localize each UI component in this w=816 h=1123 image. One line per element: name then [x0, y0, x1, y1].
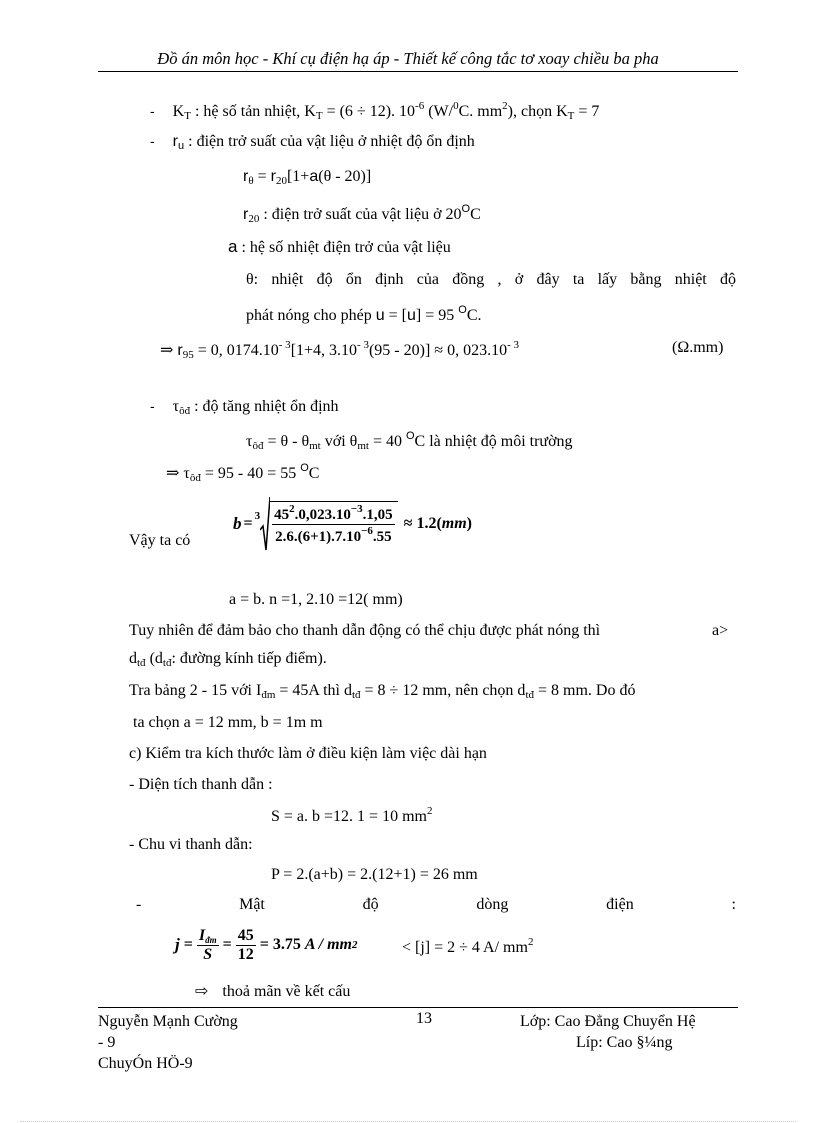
bullet: -: [150, 103, 155, 119]
j-fraction-2: $\frac{45}{12}$: [237, 926, 254, 963]
b-fraction: [269, 501, 398, 547]
s-equation: S = a. b =12. 1 = 10 $mm^2$: [271, 805, 433, 825]
ta-chon-line: ta chọn a = 12 mm, b = 1m m: [133, 714, 323, 731]
ru-line: - $r_u$ : điện trở suất của vật liệu ở nhiệt độ ổn định: [150, 133, 475, 152]
footer-class-line-2: Líp: Cao §¼ng: [576, 1034, 673, 1051]
tuy-nhien-line-2: $d_{tđ}$ ($d_{tđ}$: đường kính tiếp điểm).: [129, 650, 327, 669]
bottom-dotted-border: [20, 1121, 796, 1122]
footer-class-line-1: Lớp: Cao Đẳng Chuyển Hệ: [520, 1013, 696, 1030]
cube-root: 3 $\frac{45^2.0,023.10^{-3}.1,05}{2.6.(6+1).7.10^{-6}.55}$: [255, 496, 398, 552]
j-compare: < [j] = 2 ÷ 4 A/ $mm^2$: [402, 936, 534, 956]
rtheta-line: $r_\theta = r_{20}[1+a(\theta - 20)]$: [243, 168, 372, 187]
tra-bang-line: Tra bảng 2 - 15 với $I_{đm} = 45A$ thì $d_{tđ} = 8 \div 12$ mm, nên chọn $d_{tđ} = 8$ mm. Do đó: [129, 682, 636, 701]
footer-author-line-3: ChuyÓn HÖ-9: [98, 1055, 193, 1072]
a-equation: a = b. n =1, 2.10 =12( mm): [229, 591, 403, 608]
tuy-nhien-agt: a>: [712, 622, 729, 639]
b-denominator: $2.6.(6+1).7.10^{-6}.55$: [275, 525, 392, 545]
theta-line-2: phát nóng cho phép u = [u] = 95 $^O$C.: [246, 304, 482, 324]
r20-line: $r_{20}$ : điện trở suất của vật liệu ở $20^OC$: [243, 203, 481, 225]
page-header-title: Đồ án môn học - Khí cụ điện hạ áp - Thiết kế công tắc tơ xoay chiều ba pha: [157, 49, 659, 68]
r95-line: ⇒ $r_{95} = 0$, $0174.10^{- 3}[1+4$, $3.10^{- 3}(95 - 20)] \approx 0$, $023.10^{- 3}$: [160, 339, 519, 361]
page-number: 13: [416, 1010, 432, 1027]
vay-ta-co: Vậy ta có: [129, 532, 191, 549]
kiem-tra-heading: c) Kiểm tra kích thước làm ở điều kiện làm việc dài hạn: [129, 745, 487, 762]
footer-author-line-2: - 9: [98, 1034, 116, 1051]
tau-line-2: $\tau_{ôđ} = \theta - \theta_{mt}$ với $\theta_{mt} = 40$ $^O$C là nhiệt độ môi trường: [246, 430, 573, 452]
alpha-line: a : hệ số nhiệt điện trở của vật liệu: [228, 237, 451, 256]
implies-arrow: ⇒: [160, 342, 174, 359]
footer-author-line-1: Nguyễn Mạnh Cường: [98, 1013, 238, 1030]
header-rule: [98, 71, 738, 72]
kt-line: - $K_T$ : hệ số tản nhiệt, $K_T = (6 \div 12)$. $10^{-6}$ (W/$^0$C. $mm^2$), chọn $K_T = 7$: [150, 100, 600, 122]
footer-rule: [98, 1007, 738, 1008]
tau-line: - $\tau_{ôđ}$ : độ tăng nhiệt ổn định: [150, 398, 339, 417]
b-formula: b = 3 $\frac{45^2.0,023.10^{-3}.1,05}{2.6.(6+1).7.10^{-6}.55}$ ≈ 1.2( mm ): [233, 494, 472, 554]
thoa-man-line: ⇨ thoả mãn về kết cấu: [195, 981, 351, 1000]
tau-line-3: ⇒ $\tau_{ôđ} = 95 - 40 = 55$ $^O$C: [166, 462, 320, 484]
b-numerator: $45^2.0,023.10^{-3}.1,05$: [274, 503, 393, 523]
r95-unit: (Ω.mm): [672, 339, 724, 356]
j-formula: j = $\frac{I_{đm}}{S}$ = $\frac{45}{12}$ = 3.75 A / mm 2: [175, 926, 358, 963]
implies-arrow-icon: ⇨: [195, 981, 209, 1000]
dien-tich-label: - Diện tích thanh dẫn :: [129, 776, 273, 793]
tuy-nhien-line-1: Tuy nhiên để đảm bảo cho thanh dẫn động có thể chịu được phát nóng thì: [129, 622, 601, 639]
implies-arrow: ⇒: [166, 465, 180, 482]
chu-vi-label: - Chu vi thanh dẫn:: [129, 836, 253, 853]
mat-do-line: - Mật độ dòng điện :: [136, 896, 736, 913]
theta-line-1: θ: nhiệt độ ổn định của đồng , ở đây ta lấy bằng nhiệt độ: [246, 271, 736, 288]
p-equation: P = 2.(a+b) = 2.(12+1) = 26 mm: [271, 866, 478, 883]
j-fraction-1: $\frac{I_{đm}}{S}$: [198, 926, 217, 963]
